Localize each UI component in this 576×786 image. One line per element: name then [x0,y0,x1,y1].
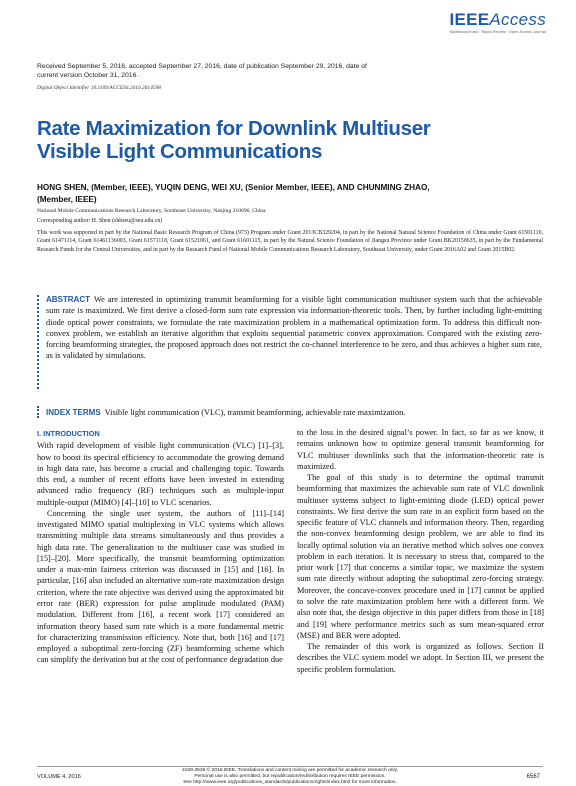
footer-divider [37,766,543,767]
paragraph: to the loss in the desired signal’s power. In fact, so far as we know, it remains unknown how to optimize general transmit beamforming for VLC multiuser downlinks such that the information-theoretic rate is maximized. [297,428,544,471]
index-terms [46,407,542,418]
abstract-text: We are interested in optimizing transmit beamforming for a visible light communication multiuser system such that the achievable sum rate is maximized. We first derive a closed-form sum rate expression via information-theoretic tools. Then, by further including light-emitting diode optical power constraints, we formulate the rate maximization problem in a mathematical optimization form. To address this difficult non-convex problem, we establish an iterative algorithm that exploits sequential parametric convex approximation. Compared with the existing zero-forcing beamforming strategies, the proposed approach does not restrict the co-channel interference to be zero, and thus achieves a higher sum rate, as is validated by simulations. [46,295,542,361]
paragraph: Concerning the single user system, the authors of [11]–[14] investigated MIMO spatial multiplexing in VLC systems which allows transmitting multiple data streams simultaneously and thus provides a high data rate. The generalization to the multiuser case was studied in [15]–[20]. More specifically, the transmit beamforming optimization under a max-min fairness criterion was discussed in [15] and [16]. In particular, [16] also included an alternative sum-rate maximization design criterion, where the rate objective was derived using the approximated bit error rate (BER) expression for pulse amplitude modulated (PAM) modulation. Different from [16], a recent work [17] considered an information theory based sum rate which is a more fundamental metric for characterizing transmission efficiency. Note that, both [16] and [17] employed a suboptimal zero-forcing (ZF) beamforming scheme which can simplify the derivation but at the cost of performance degradation due [37,508,284,665]
journal-logo-name: IEEE [449,10,490,29]
license-line: See http://www.ieee.org/publications_standards/publications/rights/index.html for more information. [183,780,397,785]
paragraph: The remainder of this work is organized as follows. Section II describes the VLC system model we adopt. In Section III, we present the specific problem formulation. [297,642,544,674]
license-line: Personal use is also permitted, but republication/redistribution requires IEEE permission. [194,774,386,779]
journal-tagline: Multidisciplinary : Rapid Review : Open Access Journal [449,30,546,34]
footer-volume: VOLUME 4, 2016 [37,774,81,780]
abstract [46,294,542,362]
author-list: HONG SHEN, (Member, IEEE), YUQIN DENG, WEI XU, (Senior Member, IEEE), AND CHUNMING ZHAO, (Member, IEEE) [37,183,430,204]
license-line: 2169-3536 © 2016 IEEE. Translations and content mining are permitted for academic research only. [181,768,399,773]
corresponding-author: Corresponding author: H. Shen (shhseu@seu.edu.cn) [37,218,163,224]
paragraph: The goal of this study is to determine the optimal transmit beamforming that maximizes the achievable sum rate of VLC downlink multiuser systems subject to light-emitting diode (LED) optical power constraints. We first derive the sum rate in an explicit form based on the specific feature of VLC channels and information theory. Then, regarding the non-convex beamforming design problem, we are able to find its locally optimal solution via an iterative method which solves one convex problem in each iteration. It is necessary to stress that, compared to the prior work [17] that concerns a similar topic, we maximize the system sum rate directly without adopting the suboptimal zero-forcing strategy. Moreover, the concave-convex procedure used in [17] cannot be applied to solve the rate maximization problem here with a different form. We also note that, the design objective in this paper differs from those in [18] and [19] where performance metrics such as sum mean-squared error (MSE) and BER were adopted. [297,473,544,640]
received-dates: Received September 5, 2016, accepted September 27, 2016, date of publication September 29, 2016, date of current version October 31, 2016. [37,63,367,79]
doi-line: Digital Object Identifier 10.1109/ACCESS.2016.2614598 [37,85,161,91]
left-column [37,428,284,666]
index-terms-text: Visible light communication (VLC), transmit beamforming, achievable rate maximization. [104,408,406,417]
index-terms-rule [37,406,44,418]
journal-logo-accent: Access [489,10,546,29]
index-terms-heading: INDEX TERMS [46,408,101,417]
funding-note: This work was supported in part by the National Basic Research Program of China (973) Program under Grant 2013CB329204, in part by the National Natural Science Foundation of China under Grant 61501110, Grant 61471114, Grant 61461136003, Grant 61571118, Grant 61521061, and Grant 61601115, in part by the Natural Science Foundation of Jiangsu Province under Grant BK20150635, in part by the Fundamental Research Funds for the Central Universities, and in part by the Research Fund of National Mobile Communications Research Laboratory, Southeast University, under Grant 2016A02 and Grant 2015B02. [37,230,543,253]
abstract-rule [37,295,44,389]
section-heading: I. INTRODUCTION [37,429,100,438]
journal-logo-text [449,10,546,30]
paper-title: Rate Maximization for Downlink Multiuser Visible Light Communications [37,117,431,163]
abstract-heading: ABSTRACT [46,295,90,304]
journal-logo [449,10,546,34]
page-number: 6567 [526,774,540,780]
paragraph: With rapid development of visible light communication (VLC) [1]–[3], how to boost its spectral efficiency to accommodate the growing demand in high data rate, has become a crucial and challenging topic. Towards this end, a number of recent efforts have been invested in extending advanced radio frequency (RF) techniques such as multiple-input multiple-output (MIMO) [4]–[10] to VLC scenarios. [37,441,284,507]
footer-license [140,768,440,786]
right-column [297,427,544,675]
affiliation: National Mobile Communications Research Laboratory, Southeast University, Nanjing 210096, China [37,208,266,214]
